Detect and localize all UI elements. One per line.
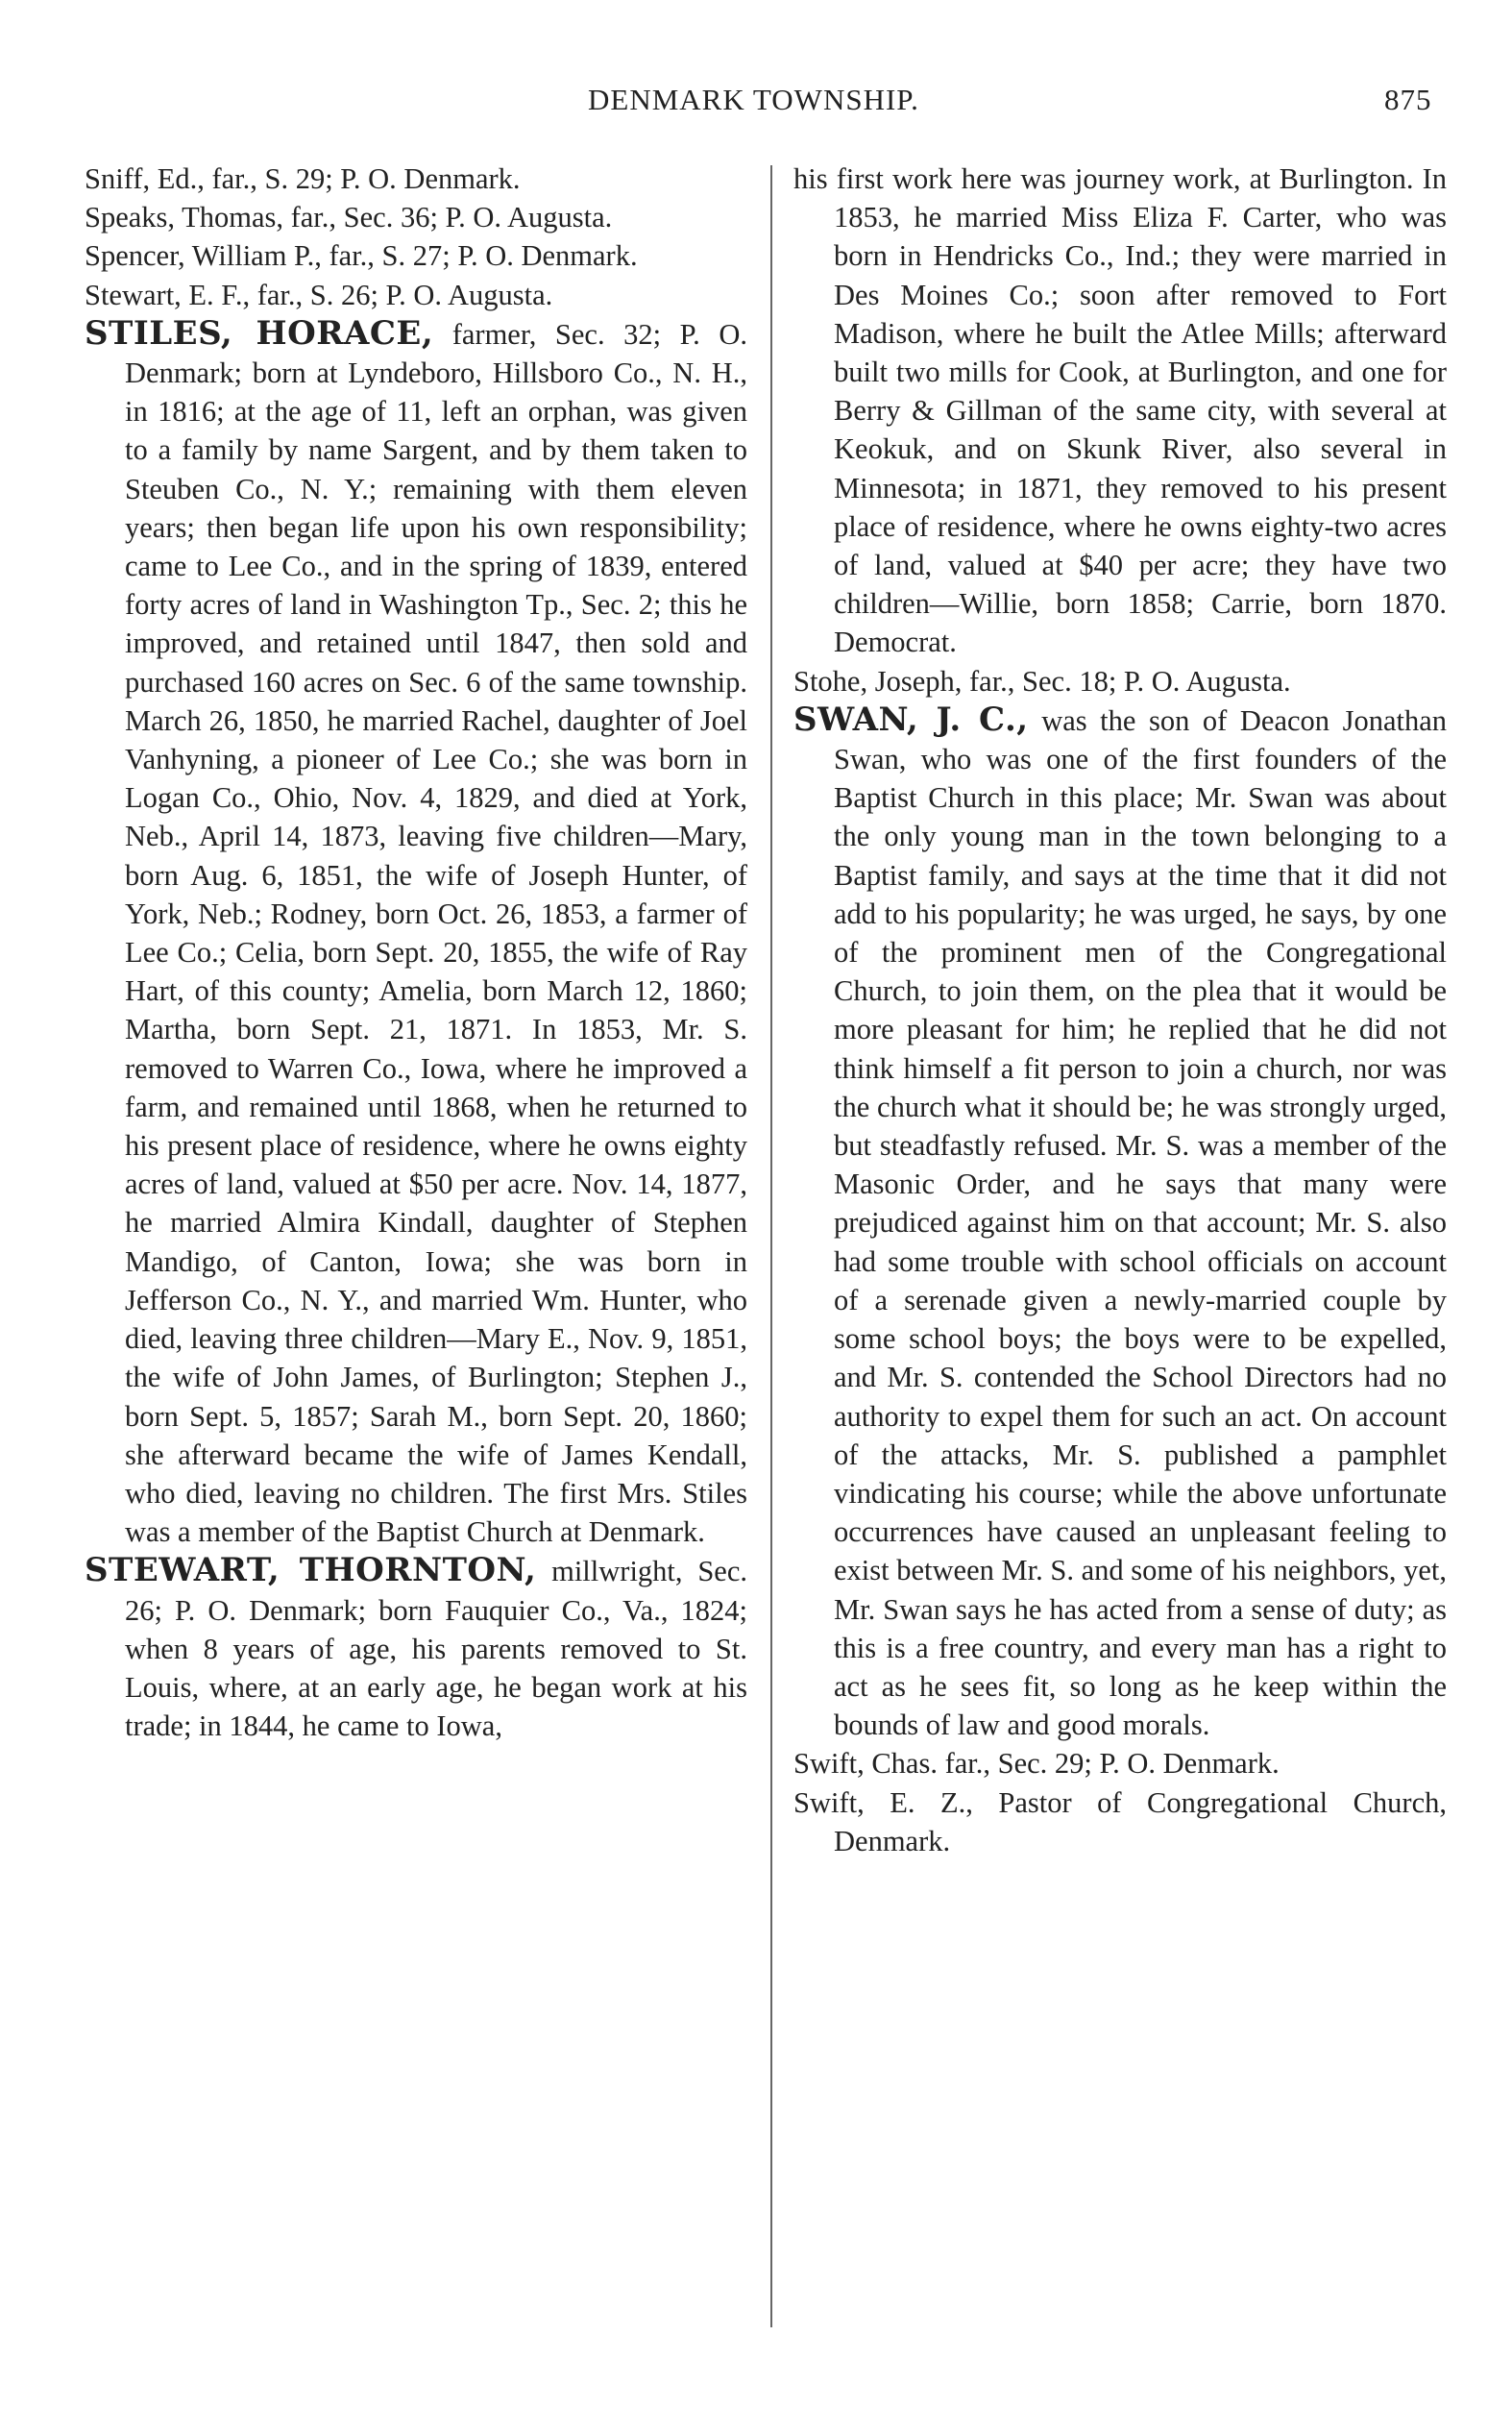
page-number: 875 <box>1384 83 1432 116</box>
entry-stewart-ef <box>85 276 747 314</box>
left-column <box>85 160 747 1745</box>
column-divider <box>770 165 772 2327</box>
entry-text: his first work here was journey work, at Burlington. In 1853, he married Miss Eliza F. Carter, who was born in Hendricks Co., Ind.; they were married in Des Moines Co.; soon after removed to Fort Madison, where he built the Atlee Mills; afterward built two mills for Cook, at Burlington, and one for Berry & Gillman of the same city, with several at Keokuk, and on Skunk River, also several in Minnesota; in 1871, they removed to his present place of residence, where he owns eighty-two acres of land, valued at $40 per acre; they have two children—Willie, born 1858; Carrie, born 1870. Democrat. <box>793 162 1447 659</box>
entry-name: STILES, HORACE, <box>85 313 434 353</box>
entry-stewart-thornton <box>85 1551 747 1745</box>
right-column <box>793 160 1447 1860</box>
entry-text: Swift, E. Z., Pastor of Congregational Church, Denmark. <box>793 1785 1447 1857</box>
entry-speaks <box>85 198 747 236</box>
entry-text: Stewart, E. F., far., S. 26; P. O. Augusta. <box>85 278 553 311</box>
entry-text: millwright, Sec. 26; P. O. Denmark; born Fauquier Co., Va., 1824; when 8 years of age, his parents removed to St. Louis, where, at an early age, he began work at his trade; in 1844, he came to Iowa, <box>125 1555 747 1743</box>
entry-text: Sniff, Ed., far., S. 29; P. O. Denmark. <box>85 162 521 195</box>
entry-sniff <box>85 160 747 198</box>
entry-text: farmer, Sec. 32; P. O. Denmark; born at Lyndeboro, Hillsboro Co., N. H., in 1816; at the age of 11, left an orphan, was given to a family by name Sargent, and by them taken to Steuben Co., N. Y.; remaining with them eleven years; then began life upon his own responsibility; came to Lee Co., and in the spring of 1839, entered forty acres of land in Washington Tp., Sec. 2; this he improved, and retained until 1847, then sold and purchased 160 acres on Sec. 6 of the same township. March 26, 1850, he married Rachel, daughter of Joel Vanhyning, a pioneer of Lee Co.; she was born in Logan Co., Ohio, Nov. 4, 1829, and died at York, Neb., April 14, 1873, leaving five children—Mary, born Aug. 6, 1851, the wife of Joseph Hunter, of York, Neb.; Rodney, born Oct. 26, 1853, a farmer of Lee Co.; Celia, born Sept. 20, 1855, the wife of Ray Hart, of this county; Amelia, born March 12, 1860; Martha, born Sept. 21, 1871. In 1853, Mr. S. removed to Warren Co., Iowa, where he improved a farm, and remained until 1868, when he returned to his present place of residence, where he owns eighty acres of land, valued at $50 per acre. Nov. 14, 1877, he married Almira Kindall, daughter of Stephen Mandigo, of Canton, Iowa; she was born in Jefferson Co., N. Y., and married Wm. Hunter, who died, leaving three children—Mary E., Nov. 9, 1851, the wife of John James, of Burlington; Stephen J., born Sept. 5, 1857; Sarah M., born Sept. 20, 1860; she afterward became the wife of James Kendall, who died, leaving no children. The first Mrs. Stiles was a member of the Baptist Church at Denmark. <box>125 317 747 1549</box>
entry-text: Spencer, William P., far., S. 27; P. O. Denmark. <box>85 239 638 273</box>
entry-stiles-horace <box>85 314 747 1552</box>
entry-name: STEWART, THORNTON, <box>85 1551 537 1590</box>
entry-text: Swift, Chas. far., Sec. 29; P. O. Denmark. <box>793 1747 1280 1781</box>
entry-swift-chas <box>793 1744 1447 1782</box>
entry-spencer <box>85 236 747 275</box>
entry-name: SWAN, J. C., <box>793 700 1029 739</box>
entry-stohe <box>793 662 1447 701</box>
entry-text: Stohe, Joseph, far., Sec. 18; P. O. Augusta. <box>793 664 1291 698</box>
entry-swan-jc <box>793 701 1447 1744</box>
entry-stewart-thornton-continued <box>793 160 1447 662</box>
entry-text: was the son of Deacon Jonathan Swan, who was one of the first founders of the Baptist Church in this place; Mr. Swan was about the only young man in the town belonging to a Baptist family, and says at the time that it did not add to his popularity; he was urged, he says, by one of the prominent men of the Congregational Church, to join them, on the plea that it would be more pleasant for him; he replied that he did not think himself a fit person to join a church, nor was the church what it should be; he was strongly urged, but steadfastly refused. Mr. S. was a member of the Masonic Order, and he says that many were prejudiced against him on that account; Mr. S. also had some trouble with school officials on account of a serenade given a newly-married couple by some school boys; the boys were to be expelled, and Mr. S. contended the School Directors had no authority to expel them for such an act. On account of the attacks, Mr. S. published a pamphlet vindicating his course; while the above unfortunate occurrences have caused an unpleasant feeling to exist between Mr. S. and some of his neighbors, yet, Mr. Swan says he has acted from a sense of duty; as this is a free country, and every man has a right to act as he sees fit, so long as he keep within the bounds of law and good morals. <box>834 703 1447 1742</box>
entry-text: Speaks, Thomas, far., Sec. 36; P. O. Augusta. <box>85 201 613 234</box>
entry-swift-ez <box>793 1783 1447 1860</box>
running-header <box>0 83 1512 121</box>
page-title: DENMARK TOWNSHIP. <box>588 83 919 116</box>
